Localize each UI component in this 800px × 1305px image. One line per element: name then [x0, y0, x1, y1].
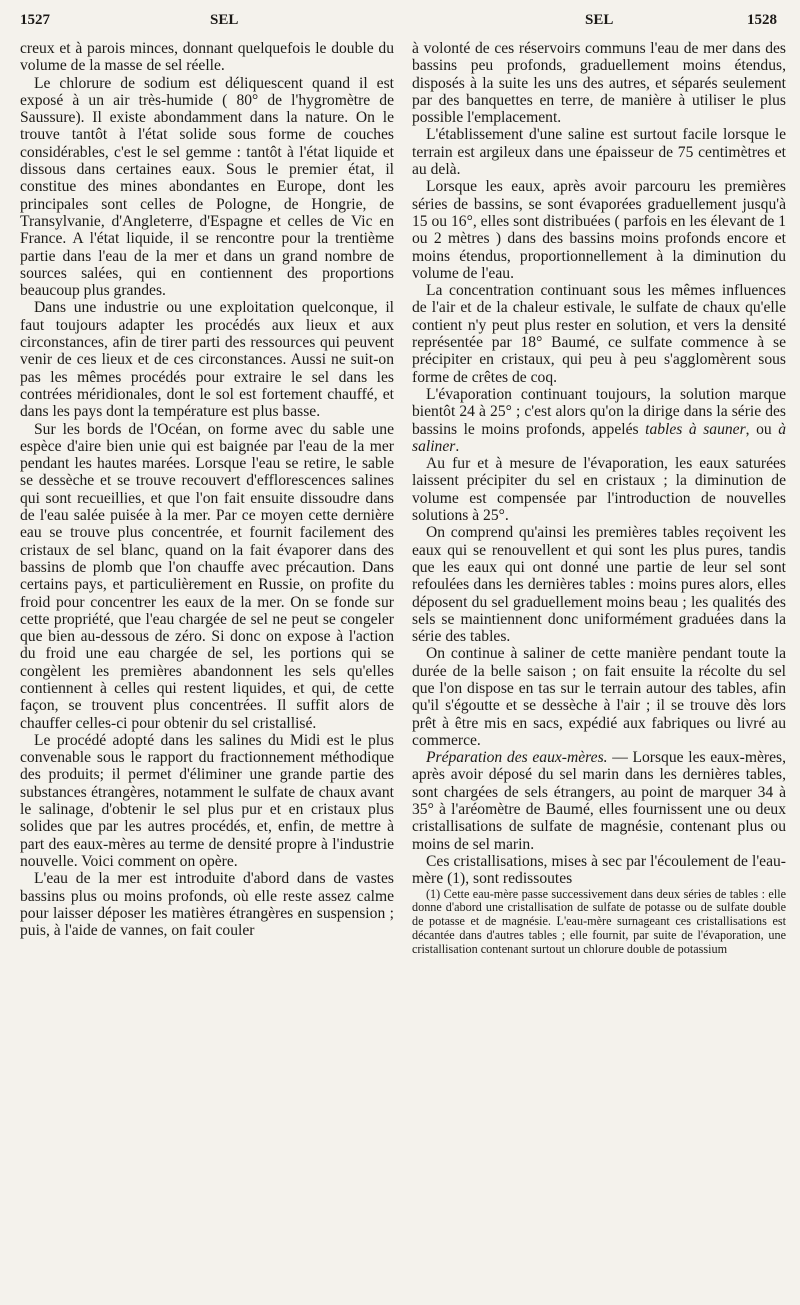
paragraph: Ces cristallisations, mises à sec par l'écoulement de l'eau-mère (1), sont redissoutes	[412, 852, 786, 888]
text-run: — Lorsque les eaux-mères, après avoir déposé du sel marin dans les dernières tables, sont chargées de sels étrangers, au point de marquer 34 à 35° à l'aréomètre de Baumé, elles fournissent une ou deux cristallisations de sulfate de magnésie, contenant plus ou moins de sel marin.	[412, 749, 786, 853]
paragraph	[412, 386, 786, 455]
paragraph: Le procédé adopté dans les salines du Midi est le plus convenable sous le rapport du fractionnement méthodique des produits; il permet d'éliminer une grande partie des substances étrangères, notamment le sulfate de chaux avant le salinage, d'obtenir le sel plus pur et en cristaux plus solides que par les autres procédés, et, enfin, de mettre à part des eaux-mères au terme de densité propre à l'industrie nouvelle. Voici comment on opère.	[20, 731, 394, 870]
italic-term: à saliner	[412, 420, 786, 455]
paragraph: Sur les bords de l'Océan, on forme avec du sable une espèce d'aire bien unie qui est baignée par l'eau de la mer pendant les hautes marées. Lorsque l'eau se retire, le sable se dessèche et se trouve recouvert d'efflorescences salines qui sont recueillies, et que l'on fait ensuite dissoudre dans de l'eau salée puisée à la mer. Par ce moyen cette dernière eau se trouve plus concentrée, et fournit facilement des cristaux de sel blanc, quand on la fait évaporer dans des bassins de plomb que l'on chauffe avec précaution. Dans certains pays, et particulièrement en Russie, on profite du froid pour concentrer les eaux de la mer. On se fonde sur cette propriété, que l'eau chargée de sel ne peut se congeler que bien au-dessous de zéro. Si donc on expose à l'action du froid une eau chargée de sel, les portions qui se congèlent les premières abandonnent les sels qu'elles contiennent à celles qui restent liquides, et qui, de cette façon, se trouvent plus concentrées. Il suffit alors de chauffer celles-ci pour obtenir du sel cristallisé.	[20, 420, 394, 732]
paragraph: Dans une industrie ou une exploitation quelconque, il faut toujours adapter les procédés aux lieux et aux circonstances, afin de tirer parti des ressources qui peuvent venir de ces lieux et de ces circonstances. Aussi ne suit-on pas les mêmes procédés pour extraire le sel dans les contrées méridionales, dont le sol est fortement chauffé, et dans les pays dont la température est plus basse.	[20, 299, 394, 421]
header-word-left: SEL	[210, 12, 239, 28]
text-run: , ou	[745, 420, 779, 438]
text-run: .	[455, 437, 460, 455]
page-number-right: 1528	[747, 12, 777, 28]
running-header	[0, 6, 800, 32]
paragraph: à volonté de ces réservoirs communs l'eau de mer dans des bassins peu profonds, graduellement moins étendus, disposés à la suite les uns des autres, et séparés seulement par des banquettes en terre, de manière à utiliser le plus possible l'emplacement.	[412, 40, 786, 127]
header-word-right: SEL	[585, 12, 614, 28]
paragraph: La concentration continuant sous les mêmes influences de l'air et de la chaleur estivale, le sulfate de chaux qu'elle contient n'y peut plus rester en solution, et vers la densité représentée par 18° Baumé, ce sulfate commence à se précipiter en cristaux, qui peu à peu s'agglomèrent sous forme de crêtes de coq.	[412, 282, 786, 386]
paragraph: Le chlorure de sodium est déliquescent quand il est exposé à un air très-humide ( 80° de l'hygromètre de Saussure). Il existe abondamment dans la nature. On le trouve tantôt à l'état solide sous forme de couches considérables, c'est le sel gemme : tantôt à l'état liquide et dissous dans certaines eaux. Sous le premier état, il constitue des mines abondantes en Europe, dont les principales sont celles de Pologne, de Hongrie, de Transylvanie, d'Angleterre, d'Espagne et celles de Vic en France. A l'état liquide, il se rencontre pour la trentième partie dans l'eau de la mer et dans un grand nombre de sources salées, qui en contiennent des proportions beaucoup plus grandes.	[20, 74, 394, 300]
paragraph: Au fur et à mesure de l'évaporation, les eaux saturées laissent précipiter du sel en cristaux ; la diminution de volume est compensée par l'introduction de nouvelles solutions à 25°.	[412, 455, 786, 525]
left-column	[20, 40, 394, 939]
text-run: L'évaporation continuant toujours, la solution marque bientôt 24 à 25° ; c'est alors qu'on la dirige dans la série des bassins le moins profonds, appelés	[412, 385, 786, 438]
paragraph: creux et à parois minces, donnant quelquefois le double du volume de la masse de sel réelle.	[20, 40, 394, 75]
italic-term: tables à sauner	[645, 420, 746, 438]
paragraph: L'eau de la mer est introduite d'abord dans de vastes bassins plus ou moins profonds, où elle reste assez calme pour laisser déposer les matières étrangères en suspension ; puis, à l'aide de vannes, on fait couler	[20, 870, 394, 940]
footnote: (1) Cette eau-mère passe successivement dans deux séries de tables : elle donne d'abord une cristallisation de sulfate de potasse ou de sulfate double de potasse et de magnésie. L'eau-mère surnageant ces cristallisations est décantée dans d'autres tables ; elle fournit, par suite de l'évaporation, une cristallisation contenant surtout un chlorure double de potassium	[412, 886, 786, 956]
section-heading: Préparation des eaux-mères.	[426, 749, 608, 767]
right-column	[412, 40, 786, 957]
page-number-left: 1527	[20, 12, 50, 28]
paragraph: On continue à saliner de cette manière pendant toute la durée de la belle saison ; on fait ensuite la récolte du sel que l'on dispose en tas sur le terrain autour des tables, afin qu'il s'égoutte et se dessèche à l'air ; il se trouve dès lors prêt à être mis en sacs, expédié aux fabriques ou livré au commerce.	[412, 645, 786, 749]
paragraph: On comprend qu'ainsi les premières tables reçoivent les eaux qui se renouvellent et qui sont les plus pures, tandis que les eaux qui ont donné une partie de leur sel sont refoulées dans les dernières tables : moins pures alors, elles déposent du sel graduellement moins beau ; les qualités des sels se maintiennent donc uniformément graduées dans la série des tables.	[412, 524, 786, 646]
paragraph: L'établissement d'une saline est surtout facile lorsque le terrain est argileux dans une épaisseur de 75 centimètres et au delà.	[412, 126, 786, 179]
paragraph	[412, 749, 786, 853]
paragraph: Lorsque les eaux, après avoir parcouru les premières séries de bassins, se sont évaporées graduellement jusqu'à 15 ou 16°, elles sont distribuées ( parfois en les élevant de 1 ou 2 mètres ) dans des bassins moins profonds encore et moins étendus, proportionnellement à la diminution du volume de l'eau.	[412, 178, 786, 282]
